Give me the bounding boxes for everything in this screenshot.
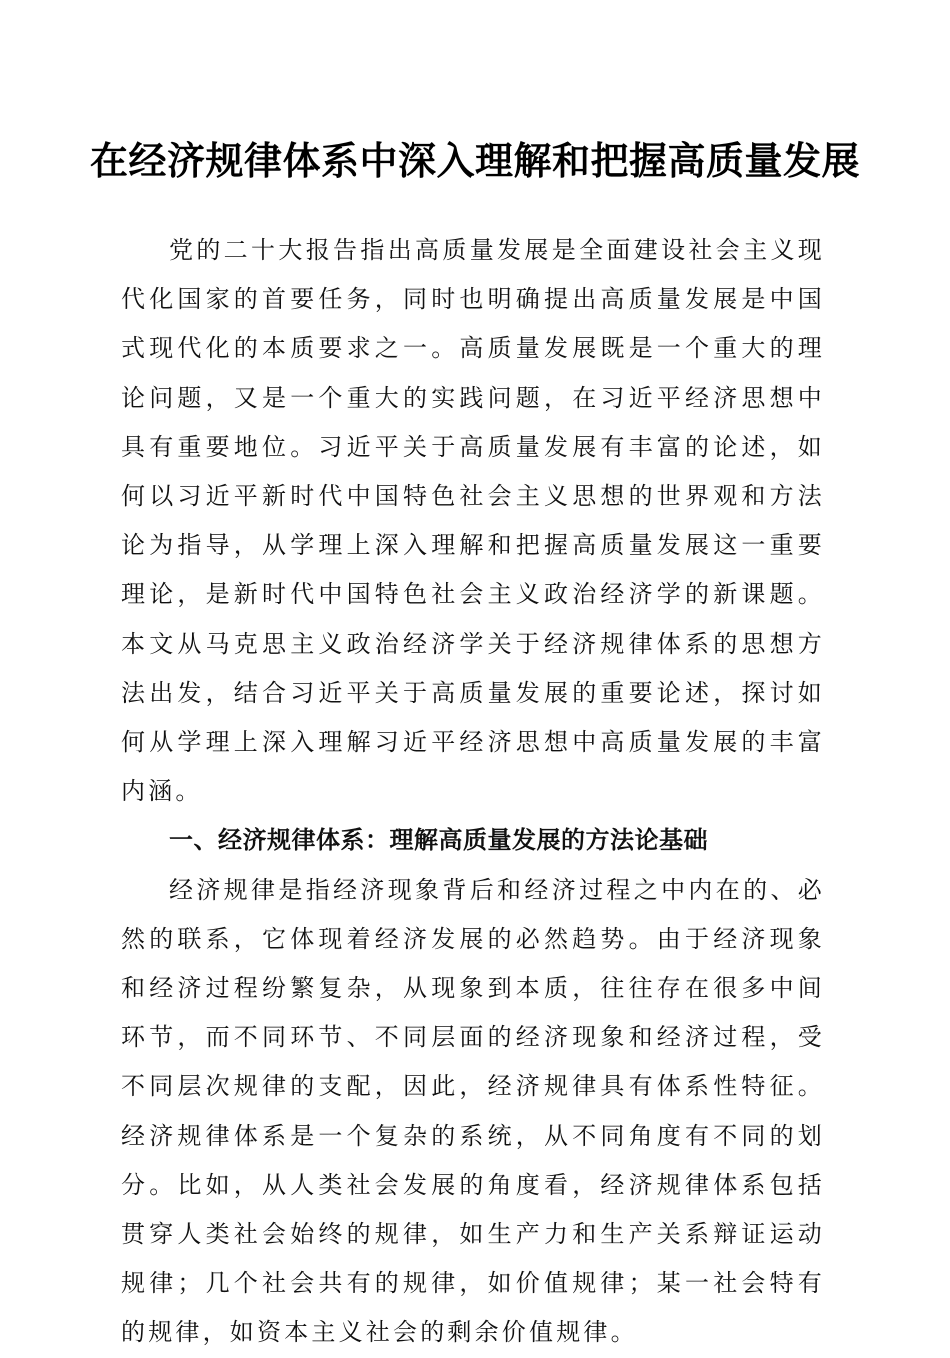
document-title: 在经济规律体系中深入理解和把握高质量发展 [89,138,860,183]
intro-paragraph: 党的二十大报告指出高质量发展是全面建设社会主义现代化国家的首要任务，同时也明确提出高质量发展是中国式现代化的本质要求之一。高质量发展既是一个重大的理论问题，又是一个重大的实践问题，在习近平经济思想中具有重要地位。习近平关于高质量发展有丰富的论述，如何以习近平新时代中国特色社会主义思想的世界观和方法论为指导，从学理上深入理解和把握高质量发展这一重要理论，是新时代中国特色社会主义政治经济学的新课题。本文从马克思主义政治经济学关于经济规律体系的思想方法出发，结合习近平关于高质量发展的重要论述，探讨如何从学理上深入理解习近平经济思想中高质量发展的丰富内涵。 [121,236,825,806]
document-body [121,226,825,1358]
section-heading: 一、经济规律体系：理解高质量发展的方法论基础 [169,826,708,855]
section-paragraph: 经济规律是指经济现象背后和经济过程之中内在的、必然的联系，它体现着经济发展的必然趋势。由于经济现象和经济过程纷繁复杂，从现象到本质，往往存在很多中间环节，而不同环节、不同层面的经济现象和经济过程，受不同层次规律的支配，因此，经济规律具有体系性特征。经济规律体系是一个复杂的系统，从不同角度有不同的划分。比如，从人类社会发展的角度看，经济规律体系包括贯穿人类社会始终的规律，如生产力和生产关系辩证运动规律；几个社会共有的规律，如价值规律；某一社会特有的规律，如资本主义社会的剩余价值规律。 [121,875,825,1347]
